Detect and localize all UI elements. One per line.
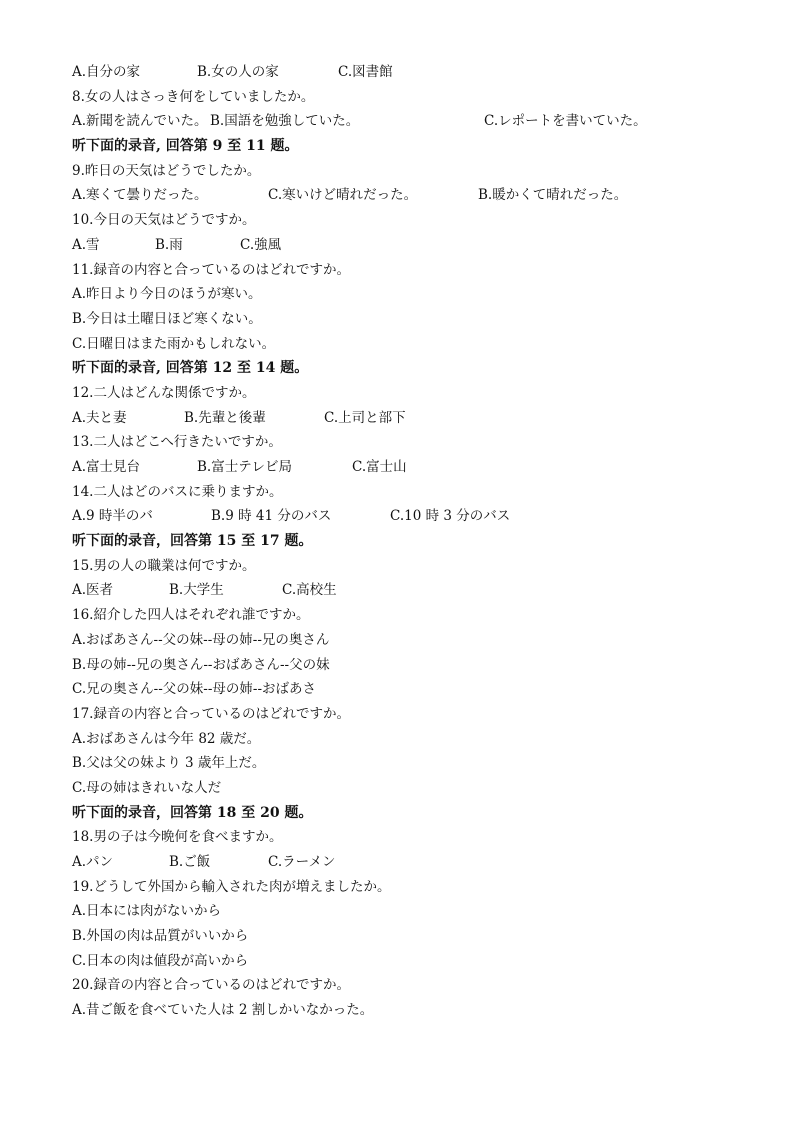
answer-option: B.暖かくて晴れだった。 <box>478 187 628 204</box>
answer-option: B.9 時 41 分のバス <box>211 508 332 525</box>
question-text: 14.二人はどのバスに乗りますか。 <box>72 483 283 500</box>
section-heading: 听下面的录音, 回答第 9 至 11 题。 <box>72 138 299 155</box>
answer-option: A.9 時半のバ <box>72 508 153 525</box>
question-text: C.母の姉はきれいな人だ <box>72 779 222 796</box>
answer-option: A.雪 <box>72 236 100 253</box>
answer-option: A.富士見台 <box>72 459 141 475</box>
question-text: 12.二人はどんな関係ですか。 <box>72 384 256 401</box>
answer-option: B.女の人の家 <box>197 64 279 80</box>
question-text: 19.どうして外国から輸入された肉が増えましたか。 <box>72 878 391 895</box>
question-text: 11.録音の内容と合っているのはどれですか。 <box>72 261 350 278</box>
question-text: C.日曜日はまた雨かもしれない。 <box>72 335 276 352</box>
question-text: 20.録音の内容と合っているのはどれですか。 <box>72 977 350 994</box>
question-text: 18.男の子は今晩何を食べますか。 <box>72 829 283 846</box>
answer-option: A.自分の家 <box>72 64 141 80</box>
answer-options-row <box>72 233 752 258</box>
answer-options-row <box>72 578 752 603</box>
question-text: A.日本には肉がないから <box>72 903 222 920</box>
answer-option: C.レポートを書いていた。 <box>484 113 647 130</box>
answer-options-row <box>72 850 752 875</box>
answer-option: C.10 時 3 分のバス <box>390 508 511 525</box>
question-text: B.今日は土曜日ほど寒くない。 <box>72 310 262 327</box>
answer-options-row <box>72 183 752 208</box>
question-text: B.父は父の妹より 3 歳年上だ。 <box>72 755 266 772</box>
section-heading: 听下面的录音，回答第 18 至 20 题。 <box>72 804 313 821</box>
section-heading: 听下面的录音，回答第 15 至 17 题。 <box>72 533 313 550</box>
answer-option: C.寒いけど晴れだった。 <box>268 187 418 204</box>
section-heading: 听下面的录音, 回答第 12 至 14 题。 <box>72 360 309 377</box>
answer-option: A.医者 <box>72 582 114 599</box>
question-text: A.おばあさんは今年 82 歳だ。 <box>72 730 261 747</box>
answer-option: A.寒くて曇りだった。 <box>72 187 208 204</box>
question-text: B.母の姉--兄の奥さん--おばあさん--父の妹 <box>72 656 330 673</box>
question-text: A.おばあさん--父の妹--母の姉--兄の奥さん <box>72 631 330 648</box>
exam-page <box>72 60 752 1023</box>
question-text: 9.昨日の天気はどうでしたか。 <box>72 162 261 179</box>
answer-options-row <box>72 109 752 134</box>
question-text: 8.女の人はさっき何をしていましたか。 <box>72 88 315 105</box>
answer-option: B.国語を勉強していた。 <box>210 113 360 130</box>
answer-option: C.上司と部下 <box>324 409 406 426</box>
question-text: B.外国の肉は品質がいいから <box>72 928 249 945</box>
question-text: C.兄の奥さん--父の妹--母の姉--おばあさ <box>72 681 317 698</box>
answer-options-row <box>72 406 752 431</box>
question-text: A.昔ご飯を食べていた人は 2 割しかいなかった。 <box>72 1002 374 1019</box>
answer-option: C.図書館 <box>338 64 393 80</box>
answer-option: B.先輩と後輩 <box>184 409 266 426</box>
question-text: C.日本の肉は値段が高いから <box>72 952 249 969</box>
question-text: A.昨日より今日のほうが寒い。 <box>72 286 262 303</box>
answer-option: C.強風 <box>240 236 282 253</box>
answer-option: A.新聞を読んでいた。 <box>72 113 208 130</box>
answer-option: C.富士山 <box>352 459 407 475</box>
answer-option: C.ラーメン <box>268 854 336 870</box>
question-text: 13.二人はどこへ行きたいですか。 <box>72 434 282 451</box>
answer-option: B.ご飯 <box>169 854 211 870</box>
answer-option: A.パン <box>72 854 114 870</box>
answer-option: B.富士テレビ局 <box>197 459 292 475</box>
answer-option: B.大学生 <box>169 582 224 599</box>
answer-option: C.高校生 <box>282 582 337 599</box>
answer-options-row <box>72 455 752 480</box>
answer-option: A.夫と妻 <box>72 409 127 426</box>
question-text: 10.今日の天気はどうですか。 <box>72 212 256 229</box>
question-text: 16.紹介した四人はそれぞれ誰ですか。 <box>72 607 310 624</box>
question-text: 15.男の人の職業は何ですか。 <box>72 557 256 574</box>
answer-options-row <box>72 60 752 85</box>
question-text: 17.録音の内容と合っているのはどれですか。 <box>72 705 350 722</box>
answer-options-row <box>72 504 752 529</box>
answer-option: B.雨 <box>155 236 183 253</box>
